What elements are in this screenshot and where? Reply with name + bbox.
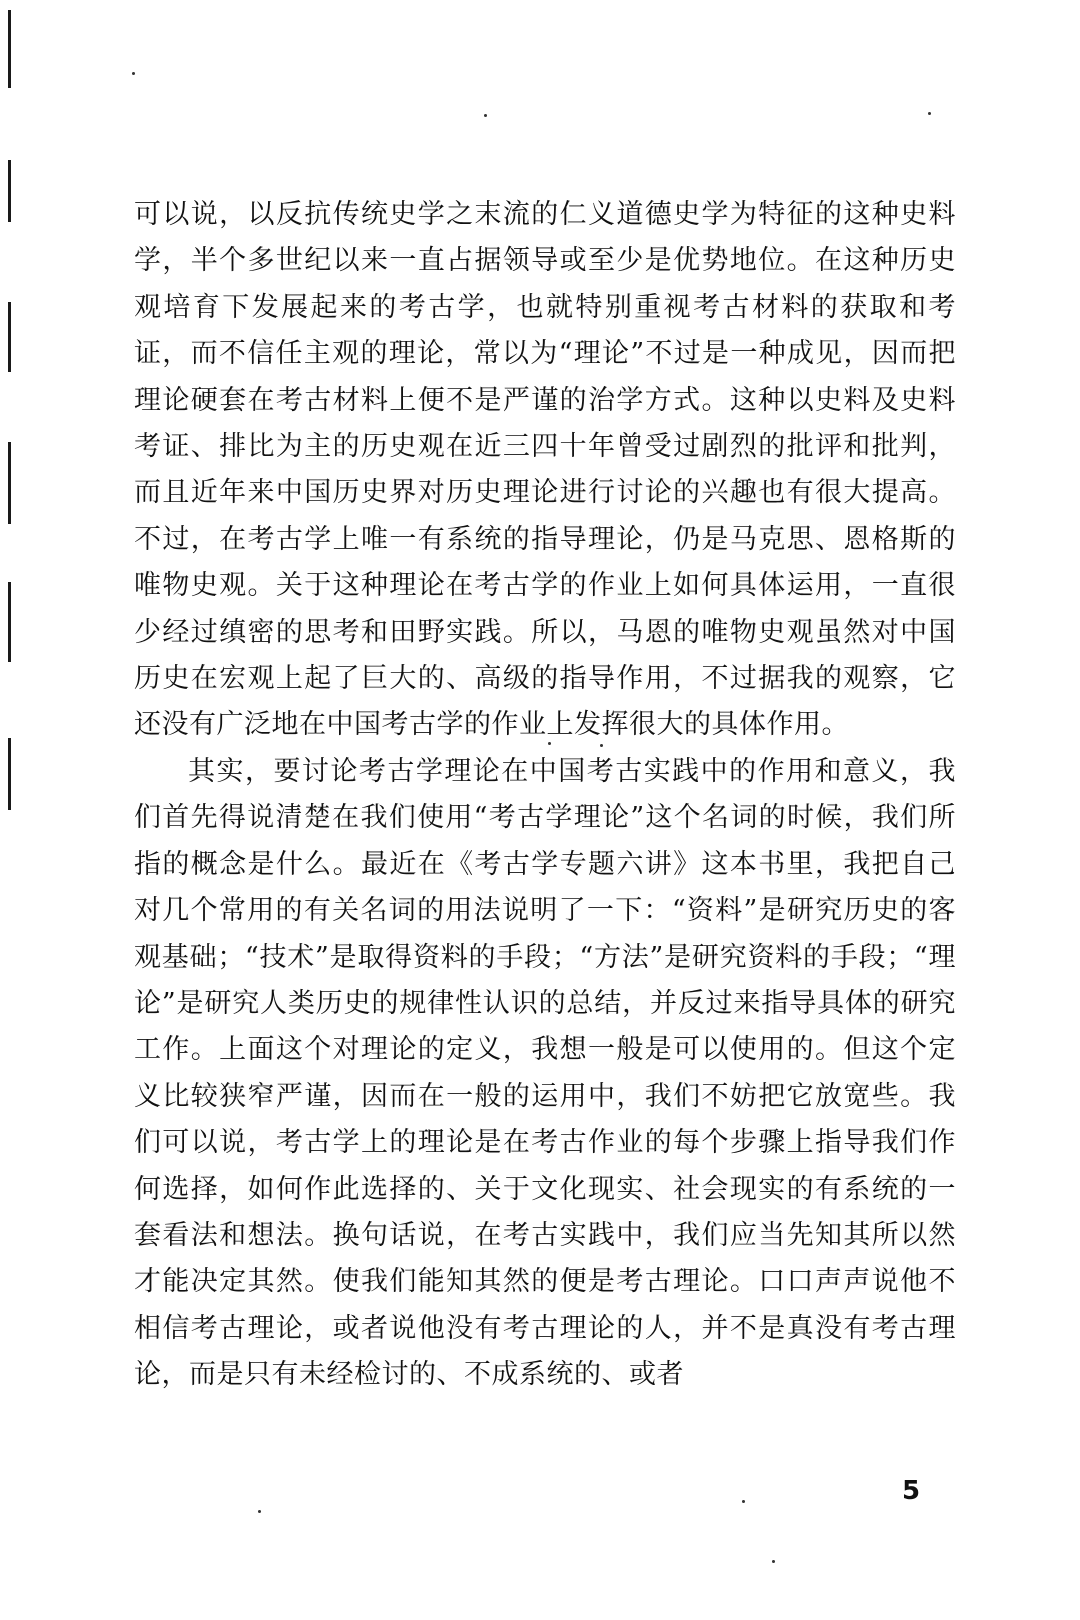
scan-speck <box>258 1510 261 1513</box>
scan-edge-mark <box>8 10 11 88</box>
body-text <box>134 192 956 1399</box>
scan-edge-mark <box>8 582 11 662</box>
scan-speck <box>772 1560 775 1563</box>
scan-speck <box>132 72 135 75</box>
scan-edge-mark <box>8 302 11 372</box>
scan-edge-mark <box>8 160 11 222</box>
scan-edge-mark <box>8 442 11 524</box>
page-number: 5 <box>902 1476 921 1506</box>
paragraph: 可以说，以反抗传统史学之末流的仁义道德史学为特征的这种史料学，半个多世纪以来一直占据领导或至少是优势地位。在这种历史观培育下发展起来的考古学，也就特别重视考古材料的获取和考证，而不信任主观的理论，常以为“理论”不过是一种成见，因而把理论硬套在考古材料上便不是严谨的治学方式。这种以史料及史料考证、排比为主的历史观在近三四十年曾受过剧烈的批评和批判，而且近年来中国历史界对历史理论进行讨论的兴趣也有很大提高。不过，在考古学上唯一有系统的指导理论，仍是马克思、恩格斯的唯物史观。关于这种理论在考古学的作业上如何具体运用，一直很少经过缜密的思考和田野实践。所以，马恩的唯物史观虽然对中国历史在宏观上起了巨大的、高级的指导作用，不过据我的观察，它还没有广泛地在中国考古学的作业上发挥很大的具体作用。 <box>134 199 956 741</box>
scan-speck <box>484 114 487 117</box>
scan-speck <box>928 112 931 115</box>
scan-speck <box>742 1500 745 1503</box>
paragraph: 其实，要讨论考古学理论在中国考古实践中的作用和意义，我们首先得说清楚在我们使用“考古学理论”这个名词的时候，我们所指的概念是什么。最近在《考古学专题六讲》这本书里，我把自己对几个常用的有关名词的用法说明了一下：“资料”是研究历史的客观基础；“技术”是取得资料的手段；“方法”是研究资料的手段；“理论”是研究人类历史的规律性认识的总结，并反过来指导具体的研究工作。上面这个对理论的定义，我想一般是可以使用的。但这个定义比较狭窄严谨，因而在一般的运用中，我们不妨把它放宽些。我们可以说，考古学上的理论是在考古作业的每个步骤上指导我们作何选择，如何作此选择的、关于文化现实、社会现实的有系统的一套看法和想法。换句话说，在考古实践中，我们应当先知其所以然才能决定其然。使我们能知其然的便是考古理论。口口声声说他不相信考古理论，或者说他没有考古理论的人，并不是真没有考古理论，而是只有未经检讨的、不成系统的、或者 <box>134 755 956 1391</box>
scan-edge-mark <box>8 738 11 810</box>
